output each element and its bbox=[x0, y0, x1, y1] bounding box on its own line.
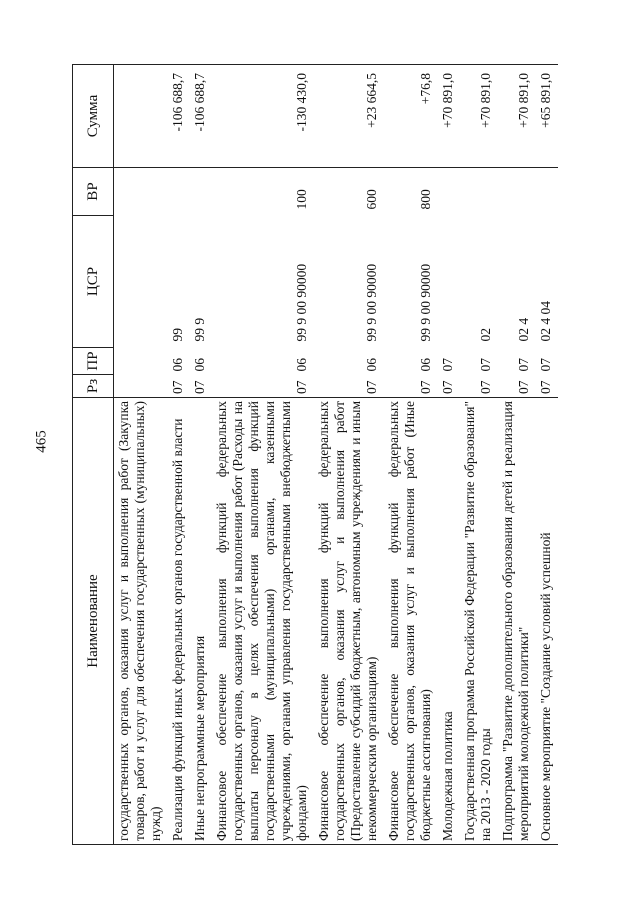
row-sum: -106 688,7 bbox=[168, 65, 190, 168]
row-pr: 06 bbox=[170, 358, 185, 372]
row-csr: 99 9 bbox=[192, 317, 207, 342]
row-name: Молодежная политика bbox=[438, 398, 460, 845]
row-sum: +70 891,0 bbox=[498, 65, 536, 168]
row-name: Иные непрограммные мероприятия bbox=[190, 398, 212, 845]
rotated-page bbox=[72, 65, 612, 845]
table-body bbox=[114, 65, 559, 845]
row-csr: 99 9 00 90000 bbox=[364, 263, 379, 342]
row-sum: -106 688,7 bbox=[190, 65, 212, 168]
table-row bbox=[536, 65, 558, 845]
row-csr: 02 4 04 bbox=[538, 301, 553, 342]
row-csr bbox=[438, 216, 460, 348]
row-csr: 99 9 00 90000 bbox=[418, 263, 433, 342]
row-pr bbox=[114, 348, 169, 375]
table-row bbox=[114, 65, 169, 845]
row-sum: +76,8 bbox=[384, 65, 438, 168]
table-row bbox=[190, 65, 212, 845]
row-sum: +70 891,0 bbox=[438, 65, 460, 168]
row-rz: 07 bbox=[212, 375, 314, 398]
row-csr: 99 9 00 90000 bbox=[294, 263, 309, 342]
row-name: Основное мероприятие "Создание условий успешной bbox=[536, 398, 558, 845]
row-sum: +70 891,0 bbox=[460, 65, 498, 168]
table-row bbox=[438, 65, 460, 845]
row-csr: 99 bbox=[170, 328, 185, 342]
row-pr: 07 bbox=[478, 358, 493, 372]
row-vr: 100 bbox=[212, 168, 314, 216]
row-vr bbox=[114, 168, 169, 216]
row-pr: 06 bbox=[418, 358, 433, 372]
row-rz: 07 bbox=[314, 375, 384, 398]
row-name: государственных органов, оказания услуг и выполнения работ (Закупка товаров, работ и услуг для обеспечения государственных (муниципальных) нужд) bbox=[114, 398, 169, 845]
row-pr: 07 bbox=[440, 358, 455, 372]
table-row bbox=[212, 65, 314, 845]
row-rz: 07 bbox=[168, 375, 190, 398]
column-header-rz: Рз bbox=[73, 375, 114, 398]
table-row bbox=[384, 65, 438, 845]
row-vr bbox=[190, 168, 212, 216]
column-header-name: Наименование bbox=[73, 398, 114, 845]
row-csr: 02 bbox=[478, 328, 493, 342]
row-rz: 07 bbox=[384, 375, 438, 398]
row-pr: 07 bbox=[516, 358, 531, 372]
table-row bbox=[498, 65, 536, 845]
row-vr bbox=[536, 168, 558, 216]
row-rz bbox=[114, 375, 169, 398]
row-csr bbox=[114, 216, 169, 348]
row-pr: 06 bbox=[294, 358, 309, 372]
row-vr bbox=[438, 168, 460, 216]
row-csr: 02 4 bbox=[516, 317, 531, 342]
table-row bbox=[168, 65, 190, 845]
row-rz: 07 bbox=[190, 375, 212, 398]
row-vr bbox=[168, 168, 190, 216]
row-name: Реализация функций иных федеральных органов государственной власти bbox=[168, 398, 190, 845]
row-vr: 600 bbox=[314, 168, 384, 216]
row-name: Финансовое обеспечение выполнения функций федеральных государственных органов, оказания услуг и выполнения работ (Предоставление субсидий бюджетным, автономным учреждениям и иным некоммерческим организациям) bbox=[314, 398, 384, 845]
row-name: Государственная программа Российской Федерации "Развитие образования" на 2013 - 2020 годы bbox=[460, 398, 498, 845]
table-row bbox=[460, 65, 498, 845]
row-rz: 07 bbox=[498, 375, 536, 398]
table-row bbox=[314, 65, 384, 845]
row-pr: 06 bbox=[364, 358, 379, 372]
row-vr bbox=[460, 168, 498, 216]
row-sum bbox=[114, 65, 169, 168]
row-vr bbox=[498, 168, 536, 216]
row-rz: 07 bbox=[438, 375, 460, 398]
budget-table bbox=[72, 64, 558, 845]
row-sum: +65 891,0 bbox=[536, 65, 558, 168]
row-sum: -130 430,0 bbox=[212, 65, 314, 168]
row-sum: +23 664,5 bbox=[314, 65, 384, 168]
column-header-sum: Сумма bbox=[73, 65, 114, 168]
row-vr: 800 bbox=[384, 168, 438, 216]
row-name: Финансовое обеспечение выполнения функций федеральных государственных органов, оказания услуг и выполнения работ (Расходы на выплаты персоналу в целях обеспечения выполнения функций государственными (муниципальными) органами, казенными учреждениями, органами управления государственными внебюджетными фондами) bbox=[212, 398, 314, 845]
row-pr: 06 bbox=[192, 358, 207, 372]
table-header bbox=[73, 65, 114, 845]
column-header-csr: ЦСР bbox=[73, 216, 114, 348]
column-header-vr: ВР bbox=[73, 168, 114, 216]
column-header-pr: ПР bbox=[73, 348, 114, 375]
row-rz: 07 bbox=[460, 375, 498, 398]
row-pr: 07 bbox=[538, 358, 553, 372]
row-name: Финансовое обеспечение выполнения функций федеральных государственных органов, оказания услуг и выполнения работ (Иные бюджетные ассигнования) bbox=[384, 398, 438, 845]
page-number: 465 bbox=[33, 430, 50, 453]
row-name: Подпрограмма "Развитие дополнительного образования детей и реализация мероприятий молодежной политики" bbox=[498, 398, 536, 845]
row-rz: 07 bbox=[536, 375, 558, 398]
